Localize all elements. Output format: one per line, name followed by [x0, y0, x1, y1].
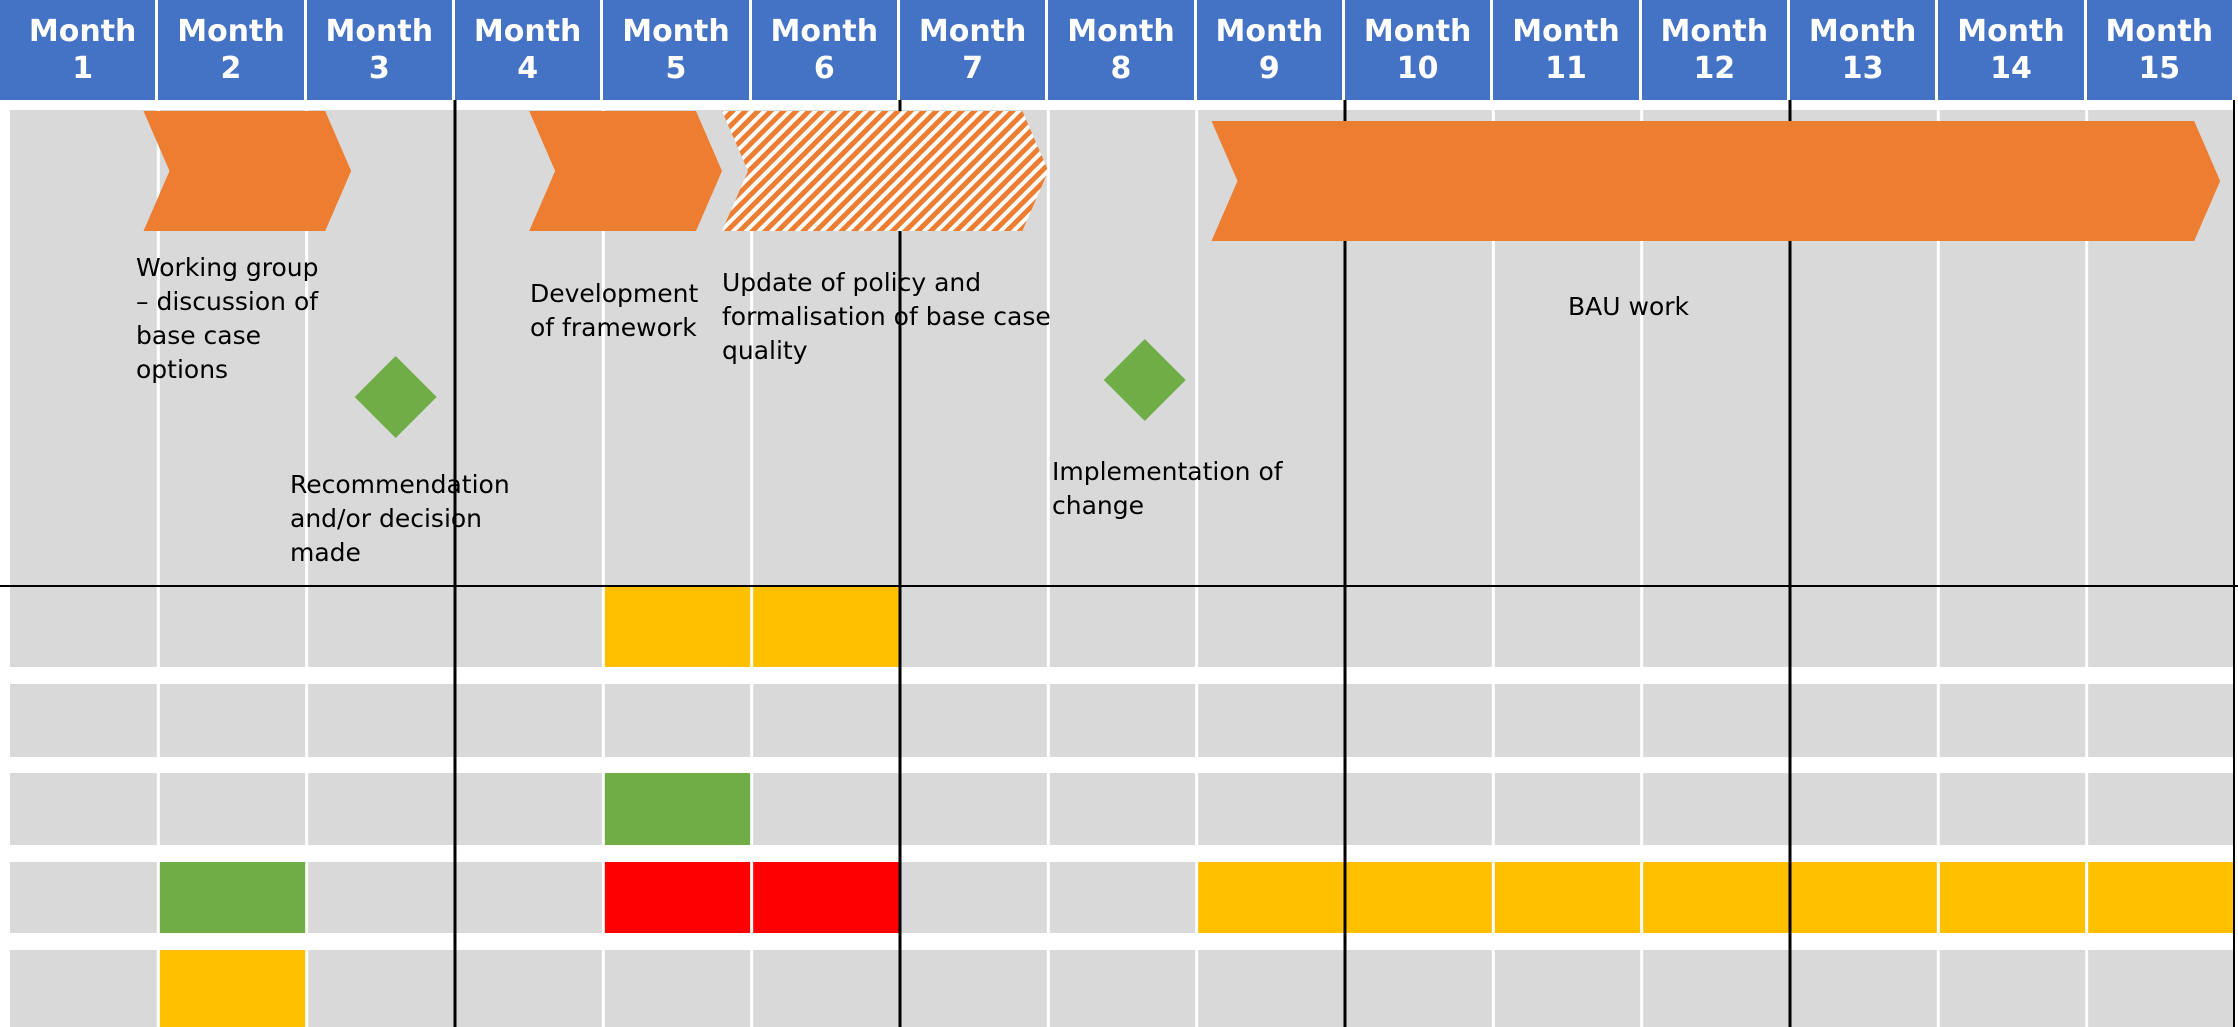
phase-chevron	[529, 111, 722, 231]
month-header-number: 4	[517, 51, 539, 86]
empty-cell	[2087, 587, 2235, 667]
empty-cell	[900, 773, 1048, 845]
empty-cell	[603, 950, 751, 1027]
month-header-word: Month	[622, 14, 730, 49]
empty-cell	[752, 773, 900, 845]
empty-cell	[1938, 684, 2086, 757]
empty-cell	[1048, 862, 1196, 933]
phase-chevron	[144, 111, 352, 231]
empty-cell	[307, 862, 455, 933]
month-header	[1790, 0, 1935, 100]
month-header-word: Month	[2105, 14, 2214, 49]
month-header-number: 8	[1110, 51, 1132, 86]
empty-cell	[1048, 587, 1196, 667]
empty-cell	[455, 587, 603, 667]
empty-cell	[1642, 950, 1790, 1027]
empty-cell	[1048, 773, 1196, 845]
empty-cell	[752, 684, 900, 757]
empty-cell	[455, 684, 603, 757]
phase-label: BAU work	[1568, 292, 1689, 321]
empty-cell	[1938, 587, 2086, 667]
empty-cell	[1790, 684, 1938, 757]
empty-cell	[1790, 950, 1938, 1027]
empty-cell	[1790, 587, 1938, 667]
empty-cell	[1197, 950, 1345, 1027]
empty-cell	[1197, 773, 1345, 845]
month-header	[2087, 0, 2232, 100]
milestone-label: Recommendation and/or decision made	[290, 470, 510, 567]
status-cell-green	[158, 862, 306, 933]
empty-cell	[752, 950, 900, 1027]
empty-cell	[1345, 950, 1493, 1027]
status-cell-amber	[603, 587, 751, 667]
month-header-word: Month	[177, 14, 285, 49]
empty-cell	[603, 684, 751, 757]
phase-label: Development of framework	[530, 279, 699, 342]
status-cell-amber	[1345, 862, 1493, 933]
phase-label: Working group – discussion of base case options	[136, 253, 319, 384]
phase-chevron	[1212, 121, 2221, 241]
month-header-number: 5	[665, 51, 687, 86]
empty-cell	[10, 587, 158, 667]
empty-cell	[1048, 950, 1196, 1027]
month-header-number: 2	[220, 51, 242, 86]
empty-cell	[2087, 773, 2235, 845]
empty-cell	[900, 587, 1048, 667]
empty-cell	[1642, 684, 1790, 757]
empty-cell	[1048, 684, 1196, 757]
empty-cell	[307, 684, 455, 757]
month-header	[158, 0, 303, 100]
month-header-word: Month	[325, 14, 434, 49]
month-header	[1197, 0, 1342, 100]
month-header-word: Month	[1660, 14, 1769, 49]
status-cell-green	[603, 773, 751, 845]
month-header-word: Month	[28, 14, 137, 49]
month-header	[455, 0, 600, 100]
phase-label: Update of policy and formalisation of base case quality	[722, 268, 1051, 365]
month-header	[10, 0, 155, 100]
empty-cell	[1493, 587, 1641, 667]
empty-cell	[1345, 773, 1493, 845]
empty-cell	[2087, 684, 2235, 757]
empty-cell	[455, 773, 603, 845]
status-cell-amber	[1197, 862, 1345, 933]
status-cell-red	[752, 862, 900, 933]
month-header-word: Month	[1512, 14, 1620, 49]
phase-chevron-hatched	[722, 111, 1048, 231]
empty-cell	[900, 950, 1048, 1027]
month-header	[1048, 0, 1193, 100]
status-cell-amber	[752, 587, 900, 667]
month-header	[1345, 0, 1490, 100]
empty-cell	[1642, 587, 1790, 667]
empty-cell	[1345, 684, 1493, 757]
empty-cell	[1197, 684, 1345, 757]
month-header-number: 13	[1841, 51, 1884, 86]
empty-cell	[455, 862, 603, 933]
month-header-number: 9	[1258, 51, 1280, 86]
empty-cell	[307, 950, 455, 1027]
month-header-number: 12	[1693, 51, 1736, 86]
month-header-word: Month	[1808, 14, 1917, 49]
month-header-number: 15	[2138, 51, 2181, 86]
month-header-word: Month	[1215, 14, 1324, 49]
status-cell-amber	[2087, 862, 2235, 933]
empty-cell	[10, 862, 158, 933]
status-cell-amber	[158, 950, 306, 1027]
month-header-number: 10	[1396, 51, 1439, 86]
empty-cell	[10, 950, 158, 1027]
status-cell-red	[603, 862, 751, 933]
month-header-word: Month	[1067, 14, 1175, 49]
empty-cell	[455, 950, 603, 1027]
month-header	[603, 0, 748, 100]
month-header	[1493, 0, 1638, 100]
status-cell-amber	[1938, 862, 2086, 933]
empty-cell	[10, 684, 158, 757]
empty-cell	[900, 862, 1048, 933]
empty-cell	[158, 684, 306, 757]
month-header-number: 7	[962, 51, 984, 86]
empty-cell	[158, 773, 306, 845]
empty-cell	[1493, 773, 1641, 845]
month-header-number: 1	[72, 51, 94, 86]
empty-cell	[307, 587, 455, 667]
empty-cell	[1938, 773, 2086, 845]
month-header	[752, 0, 897, 100]
empty-cell	[1197, 587, 1345, 667]
status-cell-amber	[1642, 862, 1790, 933]
empty-cell	[1790, 773, 1938, 845]
milestone-label: Implementation of change	[1052, 457, 1283, 520]
empty-cell	[307, 773, 455, 845]
month-header-word: Month	[1363, 14, 1472, 49]
month-header-number: 3	[368, 51, 390, 86]
status-cell-amber	[1493, 862, 1641, 933]
empty-cell	[10, 773, 158, 845]
empty-cell	[1938, 950, 2086, 1027]
empty-cell	[900, 684, 1048, 757]
header-edge	[0, 0, 10, 100]
month-header-number: 6	[813, 51, 835, 86]
month-header-word: Month	[770, 14, 879, 49]
month-header-number: 11	[1545, 51, 1587, 86]
month-header	[1938, 0, 2083, 100]
empty-cell	[2087, 950, 2235, 1027]
month-header-number: 14	[1990, 51, 2032, 86]
empty-cell	[1642, 773, 1790, 845]
month-header-word: Month	[473, 14, 582, 49]
month-header	[307, 0, 452, 100]
month-header-word: Month	[1957, 14, 2065, 49]
status-cell-amber	[1790, 862, 1938, 933]
month-header	[1642, 0, 1787, 100]
month-header-word: Month	[918, 14, 1027, 49]
empty-cell	[1345, 587, 1493, 667]
empty-cell	[1493, 684, 1641, 757]
month-header	[900, 0, 1045, 100]
empty-cell	[1493, 950, 1641, 1027]
empty-cell	[158, 587, 306, 667]
